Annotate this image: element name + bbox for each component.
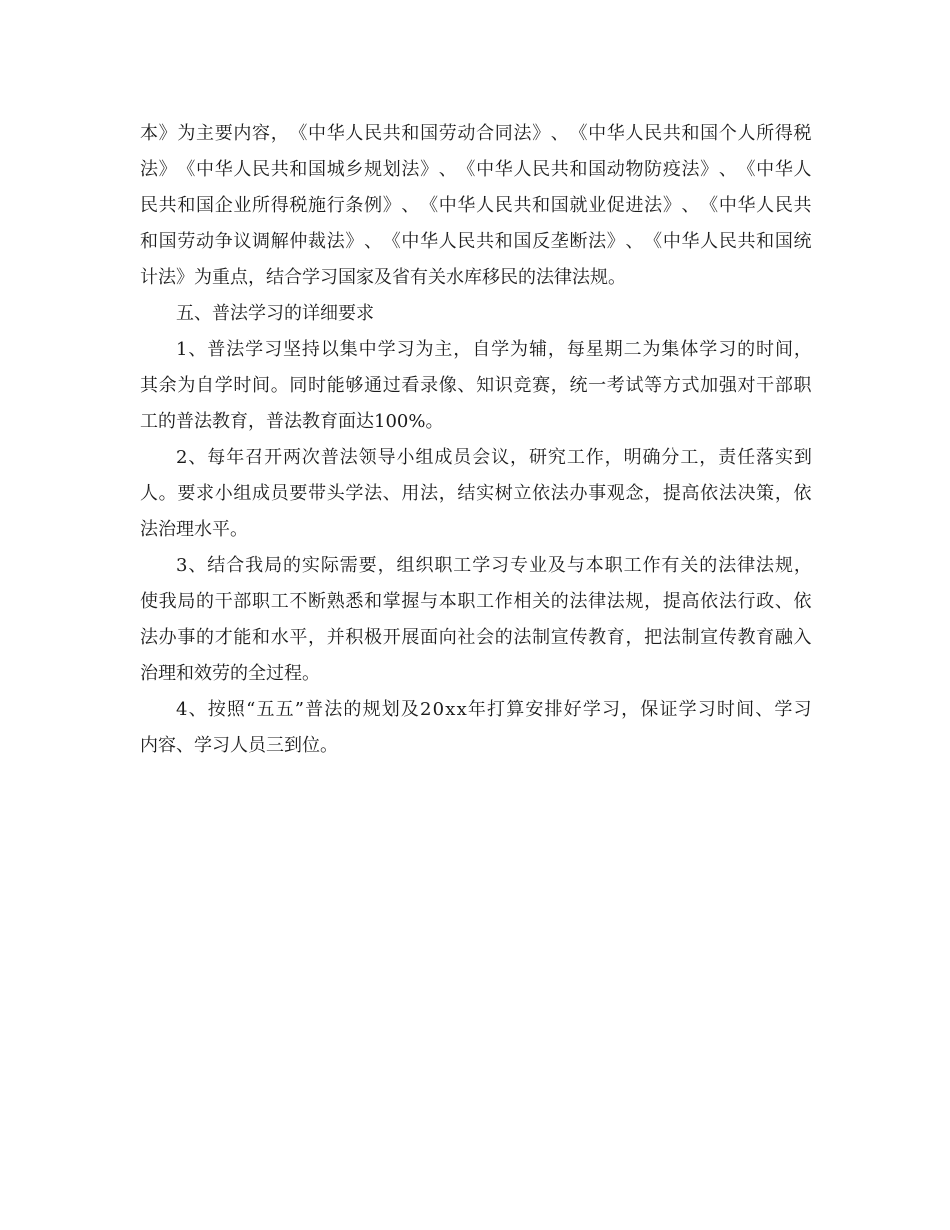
text-line: 3 、 结 合 我 局 的 实 际 需 要 ， 组 织 职 工 学 习 专 业 及 与 本 职 工 作 有 关 的 法 律 法 规 ，	[176, 555, 812, 576]
paragraph-p1	[140, 116, 812, 296]
text-line: 内容、学习人员三到位。	[140, 735, 338, 756]
text-line: 和 国 劳 动 争 议 调 解 仲 裁 法 》 、 《 中 华 人 民 共 和 国 反 垄 断 法 》 、 《 中 华 人 民 共 和 国 统	[140, 231, 812, 252]
text-line: 法 办 事 的 才 能 和 水 平 ， 并 积 极 开 展 面 向 社 会 的 法 制 宣 传 教 育 ， 把 法 制 宣 传 教 育 融 入	[140, 627, 812, 648]
text-line: 人 。 要 求 小 组 成 员 要 带 头 学 法 、 用 法 ， 结 实 树 立 依 法 办 事 观 念 ， 提 高 依 法 决 策 ， 依	[140, 483, 812, 504]
text-line: 其 余 为 自 学 时 间 。 同 时 能 够 通 过 看 录 像 、 知 识 竞 赛 ， 统 一 考 试 等 方 式 加 强 对 干 部 职	[140, 375, 812, 396]
text-line: 计法》为重点，结合学习国家及省有关水库移民的法律法规。	[140, 267, 626, 288]
text-line: 2 、 每 年 召 开 两 次 普 法 领 导 小 组 成 员 会 议 ， 研 究 工 作 ， 明 确 分 工 ， 责 任 落 实 到	[176, 447, 812, 468]
paragraph-p3	[140, 332, 812, 440]
text-line: 工的普法教育，普法教育面达100%。	[140, 411, 444, 432]
text-line: 民 共 和 国 企 业 所 得 税 施 行 条 例 》 、 《 中 华 人 民 共 和 国 就 业 促 进 法 》 、 《 中 华 人 民 共	[140, 195, 812, 216]
document-body	[140, 116, 812, 764]
text-line: 使 我 局 的 干 部 职 工 不 断 熟 悉 和 掌 握 与 本 职 工 作 相 关 的 法 律 法 规 ， 提 高 依 法 行 政 、 依	[140, 591, 812, 612]
text-line: 五、普法学习的详细要求	[176, 303, 374, 324]
text-line: 治理和效劳的全过程。	[140, 663, 320, 684]
paragraph-p6	[140, 692, 812, 764]
paragraph-p4	[140, 440, 812, 548]
text-line: 1 、 普 法 学 习 坚 持 以 集 中 学 习 为 主 ， 自 学 为 辅 ， 每 星 期 二 为 集 体 学 习 的 时 间 ，	[176, 339, 812, 360]
paragraph-p5	[140, 548, 812, 692]
text-line: 4 、 按 照 “ 五 五 ” 普 法 的 规 划 及 2 0 x x 年 打 算 安 排 好 学 习 ， 保 证 学 习 时 间 、 学 习	[176, 699, 812, 720]
text-line: 法治理水平。	[140, 519, 248, 540]
paragraph-p2	[140, 296, 812, 332]
text-line: 本 》 为 主 要 内 容 ， 《 中 华 人 民 共 和 国 劳 动 合 同 法 》 、 《 中 华 人 民 共 和 国 个 人 所 得 税	[140, 123, 812, 144]
text-line: 法 》 《 中 华 人 民 共 和 国 城 乡 规 划 法 》 、 《 中 华 人 民 共 和 国 动 物 防 疫 法 》 、 《 中 华 人	[140, 159, 812, 180]
